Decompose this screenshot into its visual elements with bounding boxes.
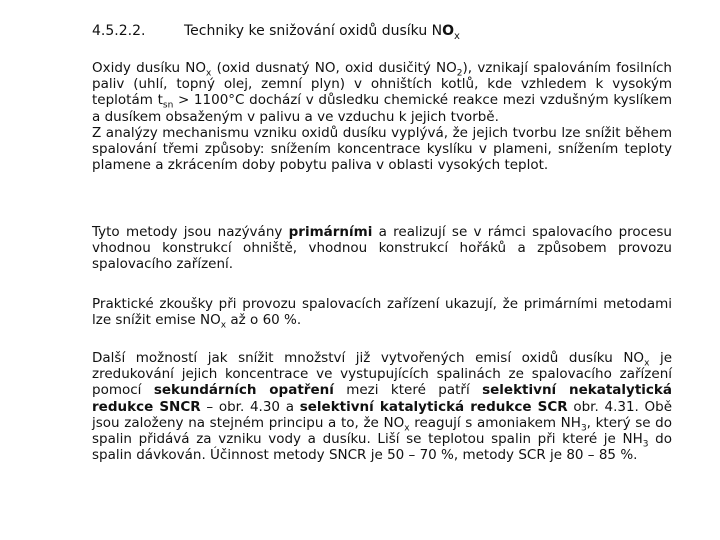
paragraph-block-3	[92, 296, 672, 331]
paragraph-block-2	[92, 224, 672, 273]
section-title-subscript: x	[454, 31, 460, 42]
text-run: Další možností jak snížit množství již vytvořených emisí oxidů dusíku NO	[92, 350, 645, 366]
text-run: je zredukování jejich koncentrace ve vystupujících spalinách ze spalovacího zařízení pomocí	[92, 350, 673, 399]
text-run: (oxid dusnatý NO, oxid dusičitý NO	[211, 60, 457, 76]
bold-term: sekundárních opatření	[153, 382, 334, 399]
subscript: x	[206, 68, 212, 79]
subscript: 2	[456, 68, 463, 79]
bold-term: selektivní nekatalytická redukce SNCR	[92, 382, 672, 415]
paragraph-nox-intro	[92, 60, 672, 125]
bold-term: primárními	[288, 224, 373, 240]
paragraph-secondary-measures	[92, 350, 672, 463]
text-run: obr. 4.31. Obě jsou založeny na stejném principu a to, že NO	[92, 398, 673, 431]
text-run: Tyto metody jsou nazývány	[92, 224, 289, 240]
subscript: 3	[642, 439, 649, 450]
section-title-nox: O	[442, 23, 455, 39]
text-run: Oxidy dusíku NO	[92, 60, 207, 76]
bold-term: selektivní katalytická redukce SCR	[299, 398, 568, 415]
section-number: 4.5.2.2.	[92, 23, 146, 39]
paragraph-practical-tests	[92, 296, 672, 331]
text-run: Praktické zkoušky při provozu spalovacích zařízení ukazují, že primárními metodami lze snížit emise NO	[92, 296, 672, 329]
subscript: x	[644, 358, 650, 369]
paragraph-block-1	[92, 60, 672, 173]
text-run: mezi které patří	[333, 382, 483, 399]
text-run: ), vznikají spalováním fosilních paliv (uhlí, topný olej, zemní plyn) v ohništích kotlů, kde vzhledem k vysokým teplotám t	[92, 60, 672, 109]
paragraph-analysis: Z analýzy mechanismu vzniku oxidů dusíku vyplývá, že jejich tvorbu lze snížit během spalování třemi způsoby: snížením koncentrace kyslíku v plameni, snížením teploty plamene a zkrácením doby pobytu paliva v oblasti vysokých teplot.	[92, 124, 672, 174]
text-run: , který se do spalin přidává za vzniku vody a dusíku. Liší se teplotou spalin při které je NH	[92, 414, 673, 448]
text-run: do spalin dávkován. Účinnost metody SNCR je 50 – 70 %, metody SCR je 80 – 85 %.	[92, 431, 672, 464]
paragraph-block-4	[92, 350, 672, 463]
subscript: x	[404, 423, 410, 434]
subscript: 3	[580, 423, 587, 434]
section-title: Techniky ke snižování oxidů dusíku N	[184, 23, 443, 39]
subscript: sn	[162, 101, 174, 112]
paragraph-primary-methods	[92, 224, 672, 273]
text-run: – obr. 4.30 a	[200, 398, 300, 415]
text-run: a realizují se v rámci spalovacího procesu vhodnou konstrukcí ohniště, vhodnou konstrukcí hořáků a způsobem provozu spalovacího zařízení.	[92, 224, 672, 273]
text-run: reagují s amoniakem NH	[409, 414, 581, 431]
section-heading	[92, 22, 692, 42]
text-run: > 1100°C dochází v důsledku chemické reakce mezi vzdušným kyslíkem a dusíkem obsaženým v palivu a ve vzduchu k jejich tvorbě.	[92, 92, 673, 125]
subscript: x	[220, 320, 227, 331]
text-run: až o 60 %.	[226, 312, 302, 329]
